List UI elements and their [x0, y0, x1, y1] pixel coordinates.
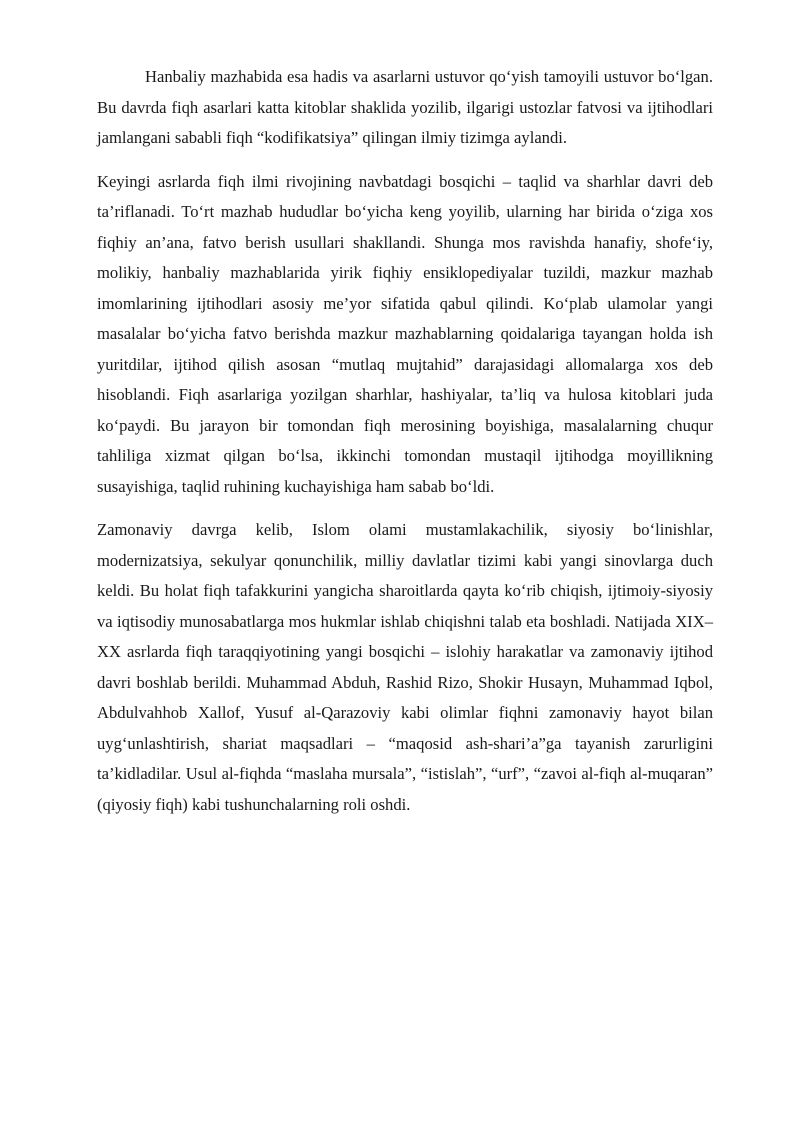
paragraph-3: Zamonaviy davrga kelib, Islom olami mustamlakachilik, siyosiy bo‘linishlar, modernizatsiya, sekulyar qonunchilik, milliy davlatlar tizimi kabi yangi sinovlarga duch keldi. Bu holat fiqh tafakkurini yangicha sharoitlarda qayta ko‘rib chiqish, ijtimoiy-siyosiy va iqtisodiy munosabatlarga mos hukmlar ishlab chiqishni talab eta boshladi. Natijada XIX–XX asrlarda fiqh taraqqiyotining yangi bosqichi – islohiy harakatlar va zamonaviy ijtihod davri boshlab berildi. Muhammad Abduh, Rashid Rizo, Shokir Husayn, Muhammad Iqbol, Abdulvahhob Xallof, Yusuf al-Qarazoviy kabi olimlar fiqhni zamonaviy hayot bilan uyg‘unlashtirish, shariat maqsadlari – “maqosid ash-shari’a”ga tayanish zarurligini ta’kidladilar. Usul al-fiqhda “maslaha mursala”, “istislah”, “urf”, “zavoi al-fiqh al-muqaran” (qiyosiy fiqh) kabi tushunchalarning roli oshdi. — [97, 520, 713, 814]
document-page — [97, 62, 713, 833]
paragraph-2: Keyingi asrlarda fiqh ilmi rivojining navbatdagi bosqichi – taqlid va sharhlar davri deb ta’riflanadi. To‘rt mazhab hududlar bo‘yicha keng yoyilib, ularning har birida o‘ziga xos fiqhiy an’ana, fatvo berish usullari shakllandi. Shunga mos ravishda hanafiy, shofe‘iy, molikiy, hanbaliy mazhablarida yirik fiqhiy ensiklopediyalar tuzildi, mazkur mazhab imomlarining ijtihodlari asosiy me’yor sifatida qabul qilindi. Ko‘plab ulamolar yangi masalalar bo‘yicha fatvo berishda mazkur mazhablarning qoidalariga tayangan holda ish yuritdilar, ijtihod qilish asosan “mutlaq mujtahid” darajasidagi allomalarga xos deb hisoblandi. Fiqh asarlariga yozilgan sharhlar, hashiyalar, ta’liq va hulosa kitoblari juda ko‘paydi. Bu jarayon bir tomondan fiqh merosining boyishiga, masalalarning chuqur tahliliga xizmat qilgan bo‘lsa, ikkinchi tomondan mustaqil ijtihodga moyillikning susayishiga, taqlid ruhining kuchayishiga ham sabab bo‘ldi. — [97, 171, 713, 496]
paragraph-1: Hanbaliy mazhabida esa hadis va asarlarni ustuvor qo‘yish tamoyili ustuvor bo‘lgan. Bu davrda fiqh asarlari katta kitoblar shaklida yozilib, ilgarigi ustozlar fatvosi va ijtihodlari jamlangani sababli fiqh “kodifikatsiya” qilingan ilmiy tizimga aylandi. — [97, 67, 713, 147]
